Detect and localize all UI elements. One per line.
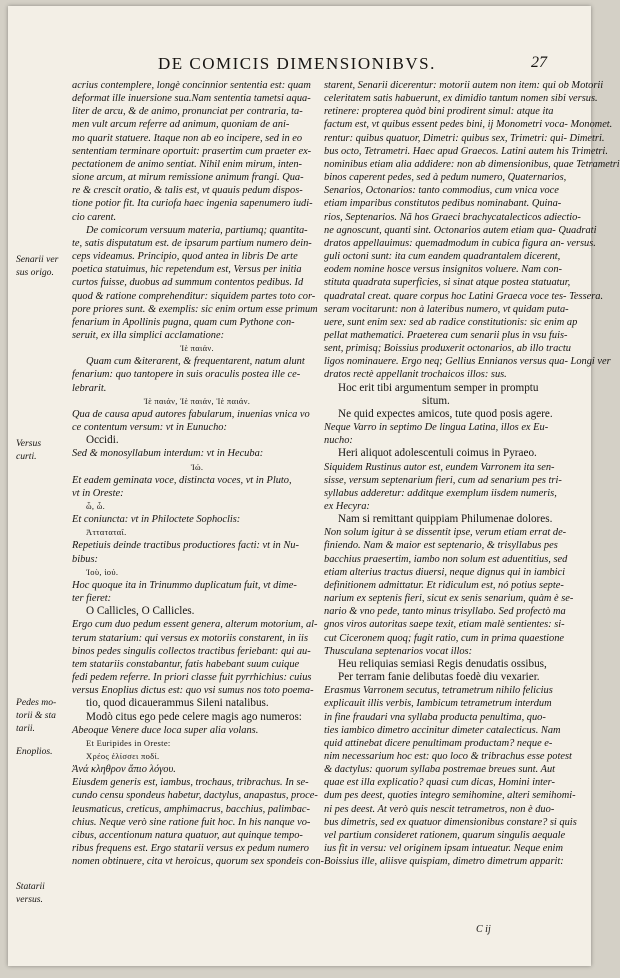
text-line: Ἰώ. [190,461,204,472]
margin-note: Statarii [16,881,45,892]
text-line: bus dimetris, sed ex quatuor dimensionibus constare? si quis [324,816,577,828]
text-line: re & crescit oratio, & talis est, vt quauis pedum dispos- [72,185,303,197]
text-line: eodem nomine hosce versus insignitos voluere. Nam con- [324,264,562,276]
margin-note: sus origo. [16,267,54,278]
text-line: quod & ratione comprehenditur: siquidem partes toto cor- [72,290,316,302]
text-line: etiam imparibus constitutos pedibus nominabant. Quina- [324,198,562,210]
text-line: binos caperent pedes, sed à pedum numero, Quaternarios, [324,172,567,184]
text-line: Heu reliquias semiasi Regis denudatis ossibus, [338,657,547,670]
text-line: men vult arcum referre ad animum, quoniam de ani- [72,119,290,131]
text-line: Sed & monosyllabum interdum: vt in Hecuba: [72,448,264,460]
text-line: liter de arcu, & de animo, pronunciat per contraria, ta- [72,106,303,118]
text-line: etiam alterius tractus diuersi, neque dignus qui in iambici [324,566,565,578]
text-line: quae est illa explicatio? quasi cum dicas, Homini inter- [324,777,555,789]
text-line: starent, Senarii dicerentur: motorii autem non item: qui ob Motorii [324,80,604,91]
text-line: terum statarium: qui versus ex motoriis constarent, in iis [72,632,308,644]
text-line: sisse, versum septenarium fieri, cum ad senarium pes tri- [324,474,562,486]
text-line: nucho: [324,435,353,447]
text-line: ne agnoscunt, quanti sint. Octonarios autem etiam qua- Quadrati [324,224,597,236]
text-line: uere, sunt enim sex: sed ab radice constitutionis: sic enim ap [324,316,578,328]
text-line: Et eadem geminata voce, distincta voces, vt in Pluto, [72,474,292,486]
text-line: Heri aliquot adolescentuli coimus in Pyraeo. [338,447,537,460]
text-line: O Callicles, O Callicles. [86,605,195,618]
text-line: seruit, ex illa simplici acclamatione: [72,329,225,341]
text-line: fedi pedem referre. In priori classe fuit pyrrhichius: cuius [72,672,312,684]
text-line: pectationem de animo sentiat. Nihil enim mirum, inten- [72,158,303,170]
text-line: mo quarit statuere. Itaque non ab eo incipere, sed in eo [72,132,303,144]
text-line: dratos rectè appellanit trochaicos illos: sus. [324,369,507,381]
text-line: binos pedes singulis collectos tractibus feriebant: qui au- [72,645,311,657]
text-line: Ἰὲ παιάν. [180,343,214,354]
margin-note: versus. [16,894,43,905]
text-line: & dactylus: quorum syllaba postremae breues sunt. Aut [324,764,556,776]
text-line: dratos appellauimus: quemadmodum in cubica figura an- versus. [324,237,596,249]
text-line: ceps videamus. Principio, quod antea in libris De arte [72,251,298,263]
text-line: Boissius ille, aliisve quispiam, dimetro dimetrum apparit: [324,856,564,868]
text-line: acrius contemplere, longè concinnior sententia est: quam [72,80,311,91]
text-line: rentur: quibus quatuor, Dimetri: quibus sex, Trimetri: qui- Dimetri. [324,132,605,144]
margin-note: tarii. [16,723,35,734]
text-line: situm. [422,394,450,407]
text-line: finiendo. Nam & maior est septenario, & trisyllabus pes [324,540,558,552]
text-line: sententiam terminare oportuit: prasertim cum praeter ex- [72,145,312,157]
text-line: guli octoni sunt: ita cum eandem quadrantalem dicerent, [324,251,561,263]
text-line: De comicorum versuum materia, partiumq; quantita- [86,224,308,236]
text-line: dum pes deest, quoties integro semihomine, alteri semihomi- [324,790,576,802]
text-line: Abeoque Venere duce loca super alia volans. [72,724,259,736]
text-line: Nam si remittant quippiam Philumenae dolores. [338,513,553,526]
text-line: Thusculana septenarios vocat illos: [324,645,473,657]
text-line: explicauit illis verbis, Iambicum tetrametrum interdum [324,698,552,710]
text-line: Non solum igitur à se dissentit ipse, verum etiam errat de- [324,527,567,539]
text-line: ὦ, ὦ. [86,501,106,511]
text-line: ex Hecyra: [324,501,370,512]
text-line: Per terram fanie delibutas foedè diu vexarier. [338,671,540,684]
text-line: cibus, accentionum natura quatuor, aut quinque tempo- [72,829,303,841]
text-line: syllabus adderetur: additque exemplum iisdem numeris, [324,487,557,499]
book-page [8,6,620,966]
text-line: bus octo, Tetrametri. Haec apud Graecos. Latini autem his Trimetri. [324,145,608,157]
text-line: tem statariis constabantur, fatis habebant suum cuique [72,658,300,670]
text-line: Ἀτταταταῖ. [86,527,127,538]
text-line: Et Euripides in Oreste: [86,737,171,748]
text-line: lebrarit. [72,382,107,394]
text-line: nario & vno pede, tanto minus trisyllabo. Sed profectò ma [324,606,566,618]
signature-mark: C ij [476,924,491,935]
text-line: Neque Varro in septimo De lingua Latina, illos ex Eu- [324,422,549,434]
margin-note: Versus [16,438,42,449]
text-line: pore priores sunt. & exemplis: sic enim ortum esse primum [72,303,318,315]
text-line: ligos nominauere. Ergo neq; Gellius Ennianos versus qua- Longi ver [324,356,611,368]
text-line: Ne quid expectes amicos, tute quod posis agere. [338,407,553,420]
text-line: nomen obtinuere, cita vt heroicus, quorum sex spondeis con- [72,856,325,868]
margin-note: curti. [16,451,37,462]
text-line: Modò citus ego pede celere magis ago numeros: [86,710,302,723]
text-line: Erasmus Varronem secutus, tetrametrum nihilo felicius [324,685,553,697]
text-line: ni pes deest. At verò quis nescit tetrametros, non è duo- [324,803,555,815]
text-line: factum est, vt quibus essent pedes bini, ij Monometri voca- Monomet. [324,119,613,131]
text-line: quadratal creat. quare corpus hoc Latini Graeca voce tes- Tessera. [324,290,604,302]
text-line: ius fit in versu: vel originem ipsam intueatur. Neque enim [324,843,563,855]
text-line: Repetiuis deinde tractibus productiores facti: vt in Nu- [72,540,299,552]
text-line: gnos viros autoritas saepe texit, etiam malè sentientes: si- [324,619,565,631]
text-line: Hoc quoque ita in Trinummo duplicatum fuit, vt dime- [72,579,297,591]
text-line: quid attinebat dicere penultimam productam? neque e- [324,737,553,749]
page-header [8,54,591,76]
text-line: Occidi. [86,434,119,447]
text-line: Siquidem Rustinus autor est, eundem Varronem ita sen- [324,461,555,473]
page-number: 27 [531,54,547,71]
text-line: cundo censu spondeus habetur, dactylus, anapastus, proce- [72,790,318,802]
text-line: seram vocitarunt: non à lateribus numero, vt quidam puta- [324,303,569,315]
text-line: nim necessarium hoc est: quo loco & tribrachus esse potest [324,750,572,762]
text-line: poetica statuimus, hic repetendum est, Versus per initia [72,264,302,276]
text-line: Ἀνά κληθρον ἄπιο λόγου. [72,764,176,776]
text-line: ter fieret: [72,593,112,605]
text-line: Ἰοὺ, ἰού. [86,566,119,577]
text-line: Ἰὲ παιάν, Ἰὲ παιάν, Ἰὲ παιάν. [143,395,251,406]
text-line: Qua de causa apud autores fabularum, inuenias vnica vo [72,408,310,420]
text-line: ribus frequens est. Ergo statarii versus ex pedum numero [72,843,309,855]
text-line: ties iambico dimetro accinitur dimeter catalecticus. Nam [324,724,561,736]
margin-note: Enoplios. [16,746,53,757]
margin-note: torii & sta [16,710,56,721]
text-line: Χρέος ἐλίσσει ποδί. [86,750,160,761]
text-line: stituta quadrata superficies, si sinat atque postea statuatur, [324,277,571,289]
margin-note: Pedes mo- [16,697,57,708]
text-line: curtos fuisse, duobus ad summum contentos pedibus. Id [72,277,304,289]
text-line: bacchius praesertim, iambo non solum est aduentitius, sed [324,553,568,565]
text-line: celeritatem satis habuerunt, ex dimidio tantum nomen sibi versus. [324,93,598,105]
text-line: Senarios, Octonarios: tanto commodius, cum vnica voce [324,185,559,197]
text-line: te, satis disputatum est. de ipsarum partium numero dein- [72,237,312,249]
running-title: DE COMICIS DIMENSIONIBVS. [158,54,436,73]
text-line: in fine fraudari vna syllaba producta penultima, quo- [324,711,546,723]
text-line: versus Enoplius dictus est: quo vsi sumus nos toto poema- [72,685,314,697]
text-line: leusmaticus, creticus, amphimacrus, bacchius, palimbac- [72,803,310,815]
text-line: Eiusdem generis est, iambus, trochaus, tribrachus. In se- [72,777,309,789]
right-column [324,79,620,868]
text-line: vel partium consideret rationem, quarum singulis aequale [324,829,566,841]
text-line: tio, quod dicauerammus Sileni natalibus. [86,697,269,710]
text-line: sione arcum, at mirum remissione animum frangi. Qua- [72,172,304,184]
text-line: chius. Neque verò sine ratione fuit hoc. In his nanque vo- [72,816,311,828]
text-line: cut Ciceronem quoq; fugit ratio, cum in prima quaestione [324,632,565,644]
text-line: narium ex septenis fieri, sicut ex senis senarium, quàm è se- [324,593,574,605]
text-line: ce contentum versum: vt in Eunucho: [72,422,227,434]
text-line: fenarium: quo tantopere in suis oraculis postea ille ce- [72,369,301,381]
text-line: cio carent. [72,211,117,223]
text-line: tione potior fit. Ita curiofa haec ingenia sapenumero iudi- [72,198,313,210]
text-line: bibus: [72,553,98,565]
text-line: Et coniuncta: vt in Philoctete Sophoclis: [72,514,241,526]
text-line: pellat mathematici. Praeterea cum senarii plus in vsu fuis- [324,329,568,341]
text-line: definitionem admittatur. Et ridiculum est, nó potius septe- [324,579,564,591]
text-line: sent, primisq; Boissius produxerit octonarios, ab illo tractu [324,343,571,355]
text-line: vt in Oreste: [72,487,124,499]
text-line: fenarium in Apollinis pugna, quam cum Pythone con- [72,316,295,328]
text-line: Hoc erit tibi argumentum semper in promptu [338,381,539,394]
text-line: rios, Septenarios. Nã hos Graeci brachycatalecticos adiectio- [324,211,581,223]
text-line: deformat ille inuersione sua.Nam sententia tametsi aqua- [72,93,311,105]
text-line: Quam cum &iterarent, & frequentarent, natum alunt [86,356,305,368]
text-line: nominibus etiam alia addidere: non ab dimensionibus, quae Tetrametri [324,158,620,170]
left-column [72,79,325,868]
text-line: Ergo cum duo pedum essent genera, alterum motorium, al- [72,619,318,631]
margin-note: Senarii ver [16,254,59,265]
text-line: retinere: propterea quòd bini prodirent simul: atque ita [324,106,554,118]
